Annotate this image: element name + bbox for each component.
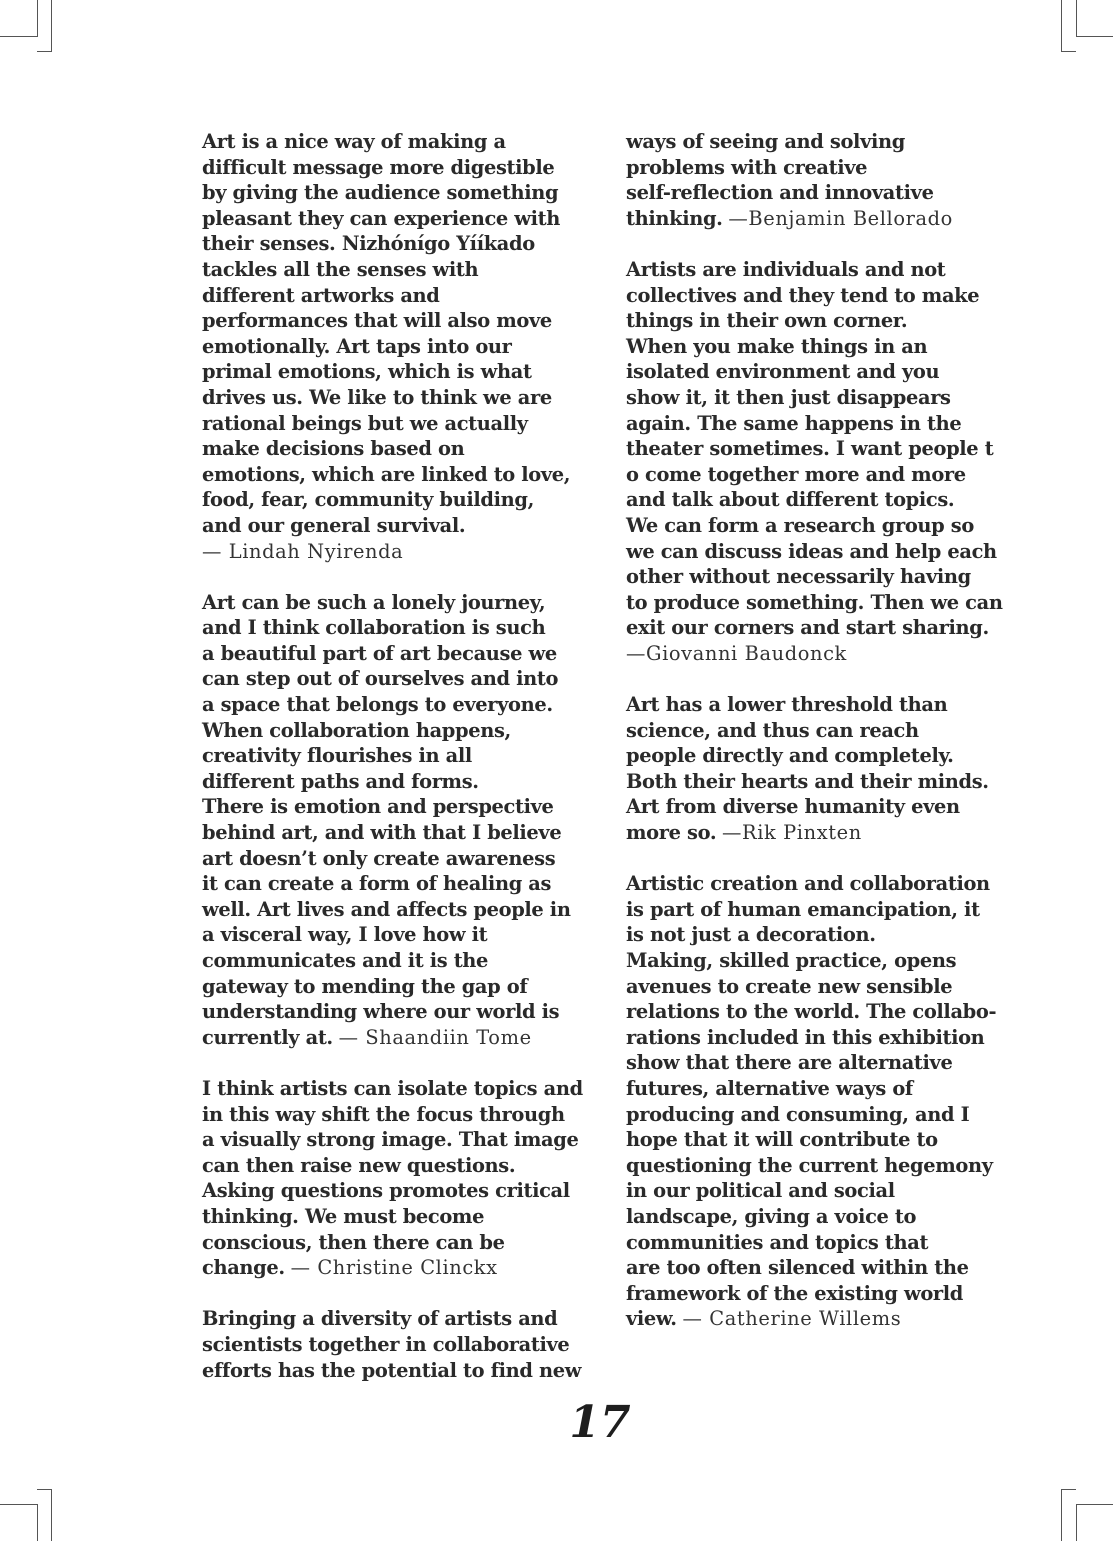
quote-text: I think artists can isolate topics and [202, 1076, 583, 1100]
quote-line [202, 1153, 582, 1179]
quote-text: a space that belongs to everyone. [202, 693, 553, 717]
quote-text: is part of human emancipation, it [626, 897, 980, 921]
quote-text: Bringing a diversity of artists and [202, 1307, 558, 1331]
quote-line [626, 308, 998, 334]
quote-line [626, 1306, 998, 1332]
quote-line [626, 1076, 998, 1102]
quote-text: framework of the existing world [626, 1281, 963, 1305]
quote-text: are too often silenced within the [626, 1256, 969, 1280]
quote-line [202, 436, 582, 462]
quote-text: Artistic creation and collaboration [626, 872, 990, 896]
quote-line [202, 1127, 582, 1153]
crop-mark-top-right-v2 [1061, 0, 1062, 52]
quote-line [202, 385, 582, 411]
quote-line [626, 539, 998, 565]
crop-mark-bottom-left-h2 [37, 1489, 52, 1490]
crop-mark-bottom-right-h [1076, 1504, 1113, 1505]
quote-line [202, 922, 582, 948]
quote-line [202, 308, 582, 334]
quote-text: efforts has the potential to find new [202, 1358, 582, 1382]
quote-line [626, 794, 998, 820]
quote-line [626, 129, 998, 155]
quote-line [202, 1306, 582, 1332]
quote-line [202, 1358, 582, 1384]
quote-text: landscape, giving a voice to [626, 1204, 917, 1228]
quote-line [202, 590, 582, 616]
quote-line [202, 897, 582, 923]
quote-line [202, 1076, 582, 1102]
quote-text: emotionally. Art taps into our [202, 334, 512, 358]
quote-text: different paths and forms. [202, 769, 479, 793]
quote-line [202, 1102, 582, 1128]
quote-text: hope that it will contribute to [626, 1128, 938, 1152]
quote-text: Asking questions promotes critical [202, 1179, 570, 1203]
quote-line [202, 155, 582, 181]
quote-line [202, 769, 582, 795]
quote-text: a beautiful part of art because we [202, 641, 557, 665]
quote-line [626, 1025, 998, 1051]
quote-line [626, 462, 998, 488]
quote-text: theater sometimes. I want people t [626, 437, 994, 461]
quote-line [626, 1230, 998, 1256]
quote-line [202, 1178, 582, 1204]
quote-text: communities and topics that [626, 1230, 929, 1254]
quote-text: in this way shift the focus through [202, 1102, 565, 1126]
quote-line [202, 718, 582, 744]
text-column-right [626, 129, 1003, 1358]
quote-text: well. Art lives and affects people in [202, 897, 571, 921]
quote-text: When you make things in an [626, 334, 928, 358]
quote-text: rational beings but we actually [202, 411, 528, 435]
crop-mark-bottom-left-v2 [51, 1489, 52, 1541]
quote-line [626, 1255, 998, 1281]
quote-line [202, 359, 582, 385]
quote-text: show that there are alternative [626, 1051, 953, 1075]
quote-paragraph [202, 1306, 582, 1383]
quote-line [626, 1178, 998, 1204]
quote-paragraph [626, 871, 998, 1332]
quote-text: by giving the audience something [202, 181, 559, 205]
quote-text: relations to the world. The collabo- [626, 1000, 997, 1024]
quote-text: We can form a research group so [626, 513, 974, 537]
quote-line [626, 359, 998, 385]
quote-text: tackles all the senses with [202, 257, 479, 281]
quote-paragraph [626, 257, 1003, 667]
quote-text: show it, it then just disappears [626, 385, 951, 409]
quote-line [202, 948, 582, 974]
quote-text: ways of seeing and solving [626, 130, 905, 153]
quote-text: Artists are individuals and not [626, 257, 946, 281]
quote-line [202, 641, 582, 667]
quote-line [626, 590, 1003, 616]
crop-mark-top-left-v [37, 0, 38, 37]
quote-line [626, 820, 998, 846]
quote-text: their senses. Nizhónígo Yííkado [202, 232, 535, 256]
quote-text: drives us. We like to think we are [202, 385, 552, 409]
quote-text: in our political and social [626, 1179, 895, 1203]
quote-line [626, 385, 998, 411]
quote-line [202, 692, 582, 718]
quote-attribution: — Christine Clinckx [290, 1256, 498, 1280]
crop-mark-top-right-h2 [1061, 51, 1076, 52]
quote-text: rations included in this exhibition [626, 1025, 985, 1049]
quote-text: and our general survival. [202, 513, 466, 537]
crop-mark-top-right-h [1076, 36, 1113, 37]
quote-attribution: —Rik Pinxten [722, 821, 862, 845]
quote-line [202, 129, 582, 155]
quote-line [202, 206, 582, 232]
quote-text: self-reflection and innovative [626, 181, 934, 205]
crop-mark-top-left-h2 [37, 51, 52, 52]
page-number: 17 [569, 1397, 631, 1448]
quote-attribution: —Benjamin Bellorado [728, 206, 953, 230]
quote-text: thinking. We must become [202, 1204, 485, 1228]
quote-paragraph [202, 590, 582, 1051]
quote-line [626, 743, 998, 769]
crop-mark-top-left-v2 [51, 0, 52, 52]
quote-line [626, 615, 998, 641]
crop-mark-bottom-left-h [0, 1504, 38, 1505]
quote-text: things in their own corner. [626, 309, 908, 333]
quote-text: problems with creative [626, 155, 868, 179]
quote-text: and I think collaboration is such [202, 616, 546, 640]
quote-line [202, 1230, 582, 1256]
quote-text: When collaboration happens, [202, 718, 511, 742]
quote-text: science, and thus can reach [626, 718, 919, 742]
quote-text: can then raise new questions. [202, 1153, 516, 1177]
quote-text: o come together more and more [626, 462, 966, 486]
quote-text: Both their hearts and their minds. [626, 769, 989, 793]
quote-text: conscious, then there can be [202, 1230, 505, 1254]
quote-text: change. [202, 1256, 285, 1280]
quote-line [202, 666, 582, 692]
quote-text: There is emotion and perspective [202, 795, 554, 819]
text-column-left [202, 129, 582, 1409]
quote-line [202, 283, 582, 309]
quote-text: to produce something. Then we can [626, 590, 1003, 614]
quote-text: Art can be such a lonely journey, [202, 590, 546, 614]
quote-text: we can discuss ideas and help each [626, 539, 997, 563]
quote-text: gateway to mending the gap of [202, 974, 528, 998]
quote-text: scientists together in collaborative [202, 1332, 570, 1356]
quote-text: performances that will also move [202, 309, 552, 333]
quote-text: questioning the current hegemony [626, 1153, 993, 1177]
quote-line [202, 411, 582, 437]
quote-text: avenues to create new sensible [626, 974, 953, 998]
quote-line [202, 846, 582, 872]
quote-attribution: —Giovanni Baudonck [626, 641, 847, 665]
quote-text: and talk about different topics. [626, 488, 955, 512]
quote-text: more so. [626, 821, 717, 845]
quote-text: behind art, and with that I believe [202, 821, 562, 845]
crop-mark-top-right-v [1076, 0, 1077, 37]
crop-mark-bottom-right-v2 [1061, 1489, 1062, 1541]
quote-text: different artworks and [202, 283, 440, 307]
quote-line [626, 1050, 998, 1076]
quote-text: exit our corners and start sharing. [626, 616, 989, 640]
quote-text: Art has a lower threshold than [626, 693, 948, 717]
quote-text: emotions, which are linked to love, [202, 462, 571, 486]
quote-text: collectives and they tend to make [626, 283, 980, 307]
quote-line [626, 564, 998, 590]
quote-text: a visceral way, I love how it [202, 923, 488, 947]
quote-line [202, 180, 582, 206]
quote-line [202, 615, 582, 641]
quote-line [626, 206, 998, 232]
quote-paragraph [202, 129, 582, 564]
quote-attribution: — Lindah Nyirenda [202, 539, 404, 563]
quote-line [626, 513, 998, 539]
quote-text: art doesn’t only create awareness [202, 846, 556, 870]
quote-text: isolated environment and you [626, 360, 940, 384]
quote-line [626, 948, 998, 974]
quote-text: Art is a nice way of making a [202, 130, 506, 153]
quote-line [202, 871, 582, 897]
quote-line [202, 257, 582, 283]
quote-line [626, 257, 998, 283]
quote-text: people directly and completely. [626, 744, 954, 768]
quote-line [202, 231, 582, 257]
quote-attribution: — Shaandiin Tome [338, 1025, 532, 1049]
quote-text: is not just a decoration. [626, 923, 876, 947]
quote-text: thinking. [626, 206, 723, 230]
quote-line [626, 411, 998, 437]
quote-line [202, 794, 582, 820]
quote-line [626, 334, 998, 360]
quote-line [626, 1281, 998, 1307]
quote-line [202, 999, 582, 1025]
quote-text: it can create a form of healing as [202, 872, 552, 896]
crop-mark-bottom-right-h2 [1061, 1489, 1076, 1490]
quote-text: view. [626, 1307, 677, 1331]
quote-text: communicates and it is the [202, 949, 489, 972]
quote-line [626, 922, 998, 948]
quote-line [626, 1102, 998, 1128]
quote-line [626, 1127, 998, 1153]
quote-line [626, 718, 998, 744]
quote-text: futures, alternative ways of [626, 1076, 913, 1100]
quote-text: food, fear, community building, [202, 488, 534, 512]
quote-paragraph [626, 692, 998, 846]
quote-line [626, 974, 998, 1000]
quote-line [202, 334, 582, 360]
quote-line [202, 1025, 582, 1051]
quote-line [626, 769, 998, 795]
quote-line [202, 974, 582, 1000]
crop-mark-bottom-right-v [1076, 1504, 1077, 1541]
quote-line [626, 871, 998, 897]
quote-text: producing and consuming, and I [626, 1102, 970, 1126]
quote-paragraph [202, 1076, 582, 1281]
quote-text: again. The same happens in the [626, 411, 962, 435]
quote-text: primal emotions, which is what [202, 360, 532, 384]
quote-line [626, 999, 998, 1025]
quote-line [626, 436, 998, 462]
quote-line [202, 1332, 582, 1358]
quote-line [626, 283, 998, 309]
quote-text: make decisions based on [202, 437, 465, 461]
crop-mark-bottom-left-v [37, 1504, 38, 1541]
quote-text: difficult message more digestible [202, 155, 555, 179]
quote-text: understanding where our world is [202, 1000, 560, 1024]
quote-text: creativity flourishes in all [202, 744, 472, 768]
quote-text: pleasant they can experience with [202, 206, 561, 230]
quote-line [626, 180, 998, 206]
quote-line [626, 155, 998, 181]
quote-line [202, 743, 582, 769]
quote-line [202, 1255, 582, 1281]
quote-text: can step out of ourselves and into [202, 667, 559, 691]
quote-text: Making, skilled practice, opens [626, 949, 957, 972]
quote-line [202, 462, 582, 488]
quote-text: currently at. [202, 1025, 333, 1049]
quote-line [202, 1204, 582, 1230]
quote-text: other without necessarily having [626, 565, 971, 589]
quote-line [626, 487, 998, 513]
quote-attribution: — Catherine Willems [682, 1307, 902, 1331]
quote-text: Art from diverse humanity even [626, 795, 960, 819]
quote-line [626, 897, 998, 923]
quote-text: a visually strong image. That image [202, 1128, 579, 1152]
quote-line [626, 1204, 998, 1230]
quote-line [626, 692, 998, 718]
quote-line [202, 820, 582, 846]
crop-mark-top-left-h [0, 36, 38, 37]
quote-line [626, 1153, 998, 1179]
quote-paragraph [626, 129, 998, 231]
quote-line [202, 487, 582, 513]
quote-line [202, 513, 582, 539]
